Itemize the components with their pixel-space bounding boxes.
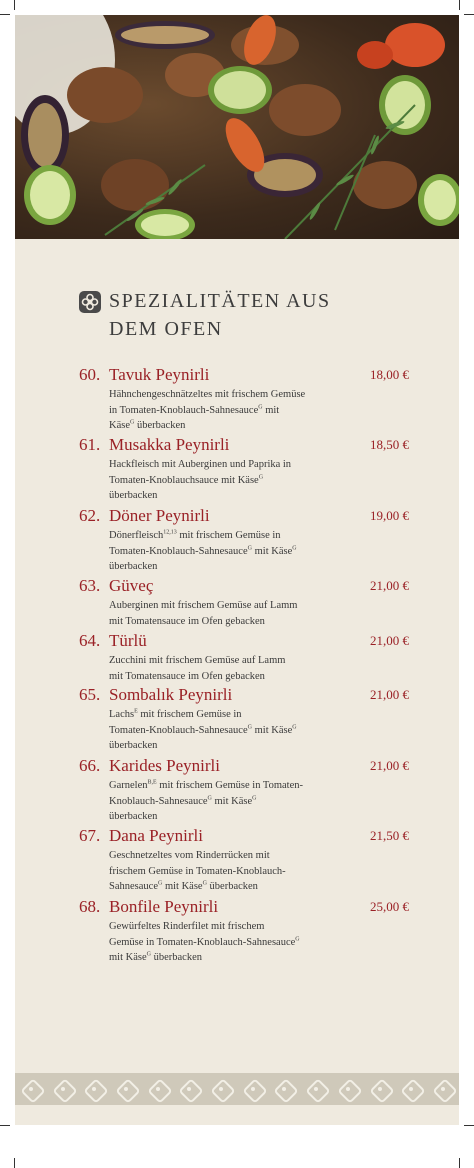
item-price: 21,00 € [370,578,409,593]
food-illustration [15,15,459,239]
crop-mark [0,14,10,15]
item-description: Dönerfleisch$^{12,13}$ mit frischem Gemüse in Tomaten-Knoblauch-Sahnesauce$^G$ mit Käse$^G$ überbacken [109,529,297,572]
item-name: Dana Peynirli [109,826,203,845]
ornament-icon [401,1079,421,1099]
item-price: 19,00 € [370,508,409,523]
section-title-line1: SPEZIALITÄTEN AUS [109,290,331,312]
crop-mark [459,0,460,10]
menu-page [15,15,459,1125]
item-description: Garnelen$^{B,E}$ mit frischem Gemüse in Tomaten- Knoblauch-Sahnesauce$^G$ mit Käse$^G$ überbacken [109,779,303,822]
item-price: 25,00 € [370,899,409,914]
food-photo [15,15,459,239]
item-number: 61. [79,435,101,454]
ornament-icon [274,1079,294,1099]
item-number: 66. [79,756,101,775]
ornament-icon [179,1079,199,1099]
item-name: Bonfile Peynirli [109,897,219,916]
ornament-icon [53,1079,73,1099]
ornament-icon [306,1079,326,1099]
item-number: 65. [79,685,101,704]
item-name: Musakka Peynirli [109,435,230,454]
item-description: Gewürfeltes Rinderfilet mit frischem Gemüse in Tomaten-Knoblauch-Sahnesauce$^G$ mit Käse$^G$ überbacken [109,921,300,963]
item-price: 18,00 € [370,367,409,382]
ornament-icon [211,1079,231,1099]
ornament-icon [79,291,101,313]
ornament-icon [338,1079,358,1099]
section-title [109,287,369,343]
ornament-icon [243,1079,263,1099]
item-description: Zucchini mit frischem Gemüse auf Lamm mit Tomatensauce im Ofen gebacken [109,655,286,682]
item-name: Güveç [109,576,154,595]
ornament-icon [148,1079,168,1099]
section-title-line2: DEM OFEN [109,318,223,340]
ornament-border [15,1073,459,1105]
crop-mark [464,1125,474,1126]
item-name: Döner Peynirli [109,506,210,525]
item-description: Auberginen mit frischem Gemüse auf Lamm mit Tomatensauce im Ofen gebacken [109,600,298,627]
item-name: Sombalık Peynirli [109,685,233,704]
crop-mark [0,1125,10,1126]
item-description: Hähnchengeschnätzeltes mit frischem Gemüse in Tomaten-Knoblauch-Sahnesauce$^G$ mit Käse$^G$ überbacken [109,389,306,431]
crop-mark [464,14,474,15]
item-number: 63. [79,576,101,595]
crop-mark [459,1158,460,1168]
item-number: 60. [79,365,101,384]
item-description: Hackfleisch mit Auberginen und Paprika in Tomaten-Knoblauchsauce mit Käse$^G$ überbacken [109,459,292,501]
crop-mark [14,1158,15,1168]
item-number: 62. [79,506,101,525]
ornament-icon [433,1079,453,1099]
item-description: Lachs$^E$ mit frischem Gemüse in Tomaten-Knoblauch-Sahnesauce$^G$ mit Käse$^G$ überbacken [109,708,297,751]
item-number: 67. [79,826,101,845]
item-name: Türlü [109,631,147,650]
crop-mark [14,0,15,10]
ornament-icon [84,1079,104,1099]
item-name: Karides Peynirli [109,756,220,775]
item-price: 21,50 € [370,828,409,843]
item-price: 21,00 € [370,758,409,773]
item-description: Geschnetzeltes vom Rinderrücken mit frischem Gemüse in Tomaten-Knoblauch- Sahnesauce$^G$ mit Käse$^G$ überbacken [109,850,286,892]
item-number: 64. [79,631,101,650]
item-number: 68. [79,897,101,916]
item-price: 18,50 € [370,437,409,452]
item-price: 21,00 € [370,687,409,702]
ornament-icon [116,1079,136,1099]
ornament-icon [21,1079,41,1099]
ornament-icon [370,1079,390,1099]
item-price: 21,00 € [370,633,409,648]
item-name: Tavuk Peynirli [109,365,210,384]
